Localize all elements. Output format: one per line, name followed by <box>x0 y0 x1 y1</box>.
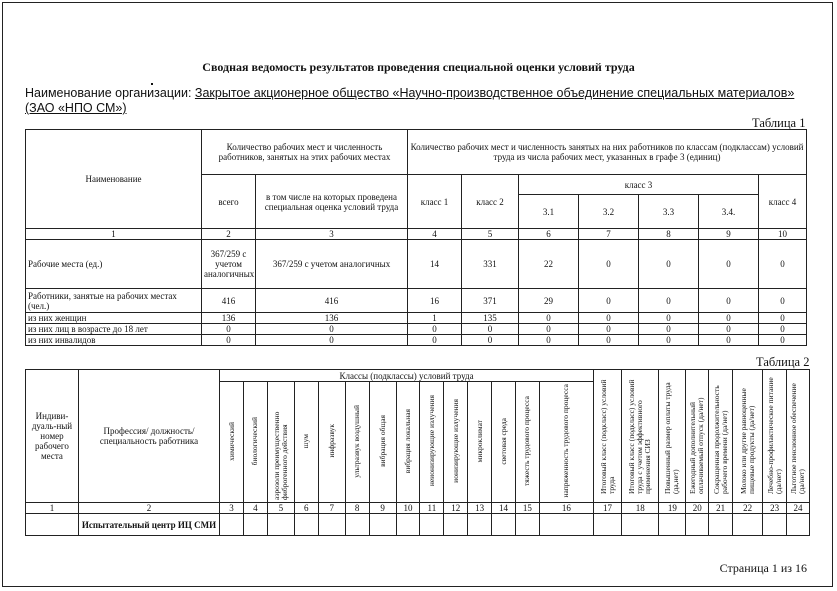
cell: 0 <box>256 335 408 346</box>
header-factor: химический <box>226 421 236 461</box>
cell: 0 <box>256 324 408 335</box>
cell: 136 <box>256 313 408 324</box>
col-number: 20 <box>686 503 709 514</box>
cell <box>539 514 593 536</box>
cell <box>294 514 318 536</box>
header-extra: Лечебно-профилактическое питание (да/нет) <box>765 377 783 494</box>
col-number: 7 <box>579 229 639 240</box>
table2-label: Таблица 2 <box>756 355 810 369</box>
cell <box>515 514 539 536</box>
document-title: Сводная ведомость результатов проведения специальной оценки условий труда <box>202 60 635 74</box>
cell <box>709 514 733 536</box>
cell: 0 <box>579 324 639 335</box>
organization-label: Наименование организации: <box>25 86 192 100</box>
header-factor: ионизирующие излучения <box>450 399 460 483</box>
cell <box>659 514 686 536</box>
col-number: 10 <box>396 503 420 514</box>
col-number: 6 <box>519 229 579 240</box>
col-number: 5 <box>462 229 519 240</box>
cell: 0 <box>579 335 639 346</box>
cell: 0 <box>759 313 807 324</box>
cell <box>492 514 516 536</box>
header-extra: Итоговый класс (подкласс) условий труда с учетом эффективного применения СИЗ <box>627 379 653 494</box>
cell: 0 <box>519 313 579 324</box>
col-number: 1 <box>26 503 79 514</box>
header-factor: напряженность трудового процесса <box>561 384 571 498</box>
header-assessed: в том числе на которых проведена специальная оценка условий труда <box>256 175 408 229</box>
col-number: 8 <box>639 229 699 240</box>
table-row <box>26 324 807 335</box>
col-number: 22 <box>733 503 763 514</box>
header-c34: 3.4. <box>699 195 759 229</box>
cell: 14 <box>408 240 462 289</box>
cell <box>594 514 622 536</box>
row-name: Работники, занятые на рабочих местах (чел.) <box>26 289 202 313</box>
header-group-a: Количество рабочих мест и численность работников, занятых на этих рабочих местах <box>202 130 408 175</box>
cell <box>468 514 492 536</box>
workplaces-table <box>25 369 810 536</box>
cell <box>444 514 468 536</box>
col-number: 24 <box>787 503 810 514</box>
col-number: 23 <box>763 503 787 514</box>
col-number: 12 <box>444 503 468 514</box>
cell: 0 <box>519 335 579 346</box>
col-number: 4 <box>408 229 462 240</box>
cell: 371 <box>462 289 519 313</box>
header-classes: Классы (подклассы) условий труда <box>220 370 594 382</box>
col-number: 2 <box>202 229 256 240</box>
header-extra: Сокращенная продолжительность рабочего времени (да/нет) <box>711 385 729 494</box>
col-number: 19 <box>659 503 686 514</box>
cell: 0 <box>699 240 759 289</box>
cell: 0 <box>699 335 759 346</box>
header-class4: класс 4 <box>759 175 807 229</box>
cell: 0 <box>639 335 699 346</box>
col-number: 3 <box>220 503 244 514</box>
cell: 0 <box>519 324 579 335</box>
col-number: 13 <box>468 503 492 514</box>
cell <box>26 514 79 536</box>
cell: 0 <box>408 324 462 335</box>
header-name: Наименование <box>26 130 202 229</box>
header-c31: 3.1 <box>519 195 579 229</box>
header-factor: тяжесть трудового процесса <box>522 396 532 486</box>
col-number: 21 <box>709 503 733 514</box>
section-row <box>26 514 810 536</box>
cell: 0 <box>202 324 256 335</box>
col-number: 8 <box>345 503 369 514</box>
header-workplace-id: Индиви-дуаль-ный номер рабочего места <box>26 370 79 503</box>
header-factor: шум <box>301 433 311 449</box>
cell <box>318 514 345 536</box>
organization-line <box>25 86 815 116</box>
cell <box>396 514 420 536</box>
table-row <box>26 313 807 324</box>
col-number: 9 <box>699 229 759 240</box>
cell: 0 <box>759 335 807 346</box>
table-row <box>26 289 807 313</box>
col-number: 14 <box>492 503 516 514</box>
cell: 331 <box>462 240 519 289</box>
header-factor: ультразвук воздушный <box>352 404 362 478</box>
header-extra: Льготное пенсионное обеспечение (да/нет) <box>789 383 807 494</box>
header-total: всего <box>202 175 256 229</box>
col-number: 11 <box>420 503 444 514</box>
header-c32: 3.2 <box>579 195 639 229</box>
cell <box>622 514 659 536</box>
cell: 0 <box>699 289 759 313</box>
organization-name: Закрытое акционерное общество «Научно-производственное объединение специальных материалов» (ЗАО «НПО СМ») <box>25 86 795 115</box>
column-number-row <box>26 229 807 240</box>
col-number: 5 <box>267 503 294 514</box>
cell: 0 <box>579 313 639 324</box>
cell: 0 <box>639 289 699 313</box>
cell: 367/259 с учетом аналогичных <box>256 240 408 289</box>
stray-mark <box>151 83 153 85</box>
col-number: 18 <box>622 503 659 514</box>
cell <box>733 514 763 536</box>
cell: 0 <box>579 289 639 313</box>
cell: 0 <box>639 313 699 324</box>
row-name: из них женщин <box>26 313 202 324</box>
col-number: 4 <box>243 503 267 514</box>
header-factor: аэрозоли преимущественно фиброгенного действия <box>271 411 289 500</box>
cell: 0 <box>462 335 519 346</box>
table1-label: Таблица 1 <box>752 116 806 130</box>
page-number: Страница 1 из 16 <box>719 561 807 575</box>
header-factor: микроклимат <box>474 419 484 463</box>
header-class1: класс 1 <box>408 175 462 229</box>
column-number-row <box>26 503 810 514</box>
cell <box>787 514 810 536</box>
row-name: Рабочие места (ед.) <box>26 240 202 289</box>
col-number: 9 <box>369 503 396 514</box>
cell <box>686 514 709 536</box>
cell: 0 <box>462 324 519 335</box>
cell: 367/259 с учетом аналогичных <box>202 240 256 289</box>
header-factor: биологический <box>250 416 260 466</box>
header-extra: Итоговый класс (подкласс) условий труда <box>598 379 616 494</box>
cell <box>267 514 294 536</box>
cell: 0 <box>699 324 759 335</box>
header-factor: вибрация общая <box>377 415 387 467</box>
header-class2: класс 2 <box>462 175 519 229</box>
col-number: 2 <box>78 503 219 514</box>
cell: 416 <box>202 289 256 313</box>
header-factor: световая среда <box>498 417 508 465</box>
section-title: Испытательный центр ИЦ СМИ <box>78 514 219 536</box>
cell: 0 <box>759 240 807 289</box>
header-factor: инфразвук <box>326 424 336 458</box>
cell: 0 <box>759 324 807 335</box>
cell: 0 <box>759 289 807 313</box>
header-factor: неионизирующие излучения <box>426 395 436 487</box>
cell: 136 <box>202 313 256 324</box>
row-name: из них инвалидов <box>26 335 202 346</box>
cell <box>763 514 787 536</box>
summary-table <box>25 129 807 346</box>
cell: 0 <box>408 335 462 346</box>
header-factor: вибрация локальная <box>403 408 412 474</box>
cell: 0 <box>202 335 256 346</box>
cell <box>345 514 369 536</box>
cell: 0 <box>699 313 759 324</box>
header-extra: Молоко или другие равноценные пищевые продукты (да/нет) <box>738 388 756 494</box>
cell: 0 <box>639 240 699 289</box>
cell: 16 <box>408 289 462 313</box>
cell: 135 <box>462 313 519 324</box>
col-number: 1 <box>26 229 202 240</box>
col-number: 3 <box>256 229 408 240</box>
table-row <box>26 240 807 289</box>
header-profession: Профессия/ должность/ специальность работника <box>78 370 219 503</box>
cell: 0 <box>639 324 699 335</box>
row-name: из них лиц в возрасте до 18 лет <box>26 324 202 335</box>
cell <box>220 514 244 536</box>
col-number: 17 <box>594 503 622 514</box>
cell: 0 <box>579 240 639 289</box>
cell <box>243 514 267 536</box>
header-c33: 3.3 <box>639 195 699 229</box>
table-row <box>26 335 807 346</box>
header-extra: Повышенный размер оплаты труда (да,нет) <box>663 382 681 494</box>
cell: 1 <box>408 313 462 324</box>
cell <box>369 514 396 536</box>
col-number: 7 <box>318 503 345 514</box>
cell: 416 <box>256 289 408 313</box>
cell: 29 <box>519 289 579 313</box>
col-number: 16 <box>539 503 593 514</box>
cell <box>420 514 444 536</box>
header-extra: Ежегодный дополнительный оплачиваемый отпуск (да/нет) <box>688 397 706 494</box>
cell: 22 <box>519 240 579 289</box>
header-group-b: Количество рабочих мест и численность занятых на них работников по классам (подклассам) условий труда из числа рабочих мест, указанных в графе 3 (единиц) <box>408 130 807 175</box>
col-number: 10 <box>759 229 807 240</box>
col-number: 15 <box>515 503 539 514</box>
header-class3: класс 3 <box>519 175 759 195</box>
col-number: 6 <box>294 503 318 514</box>
